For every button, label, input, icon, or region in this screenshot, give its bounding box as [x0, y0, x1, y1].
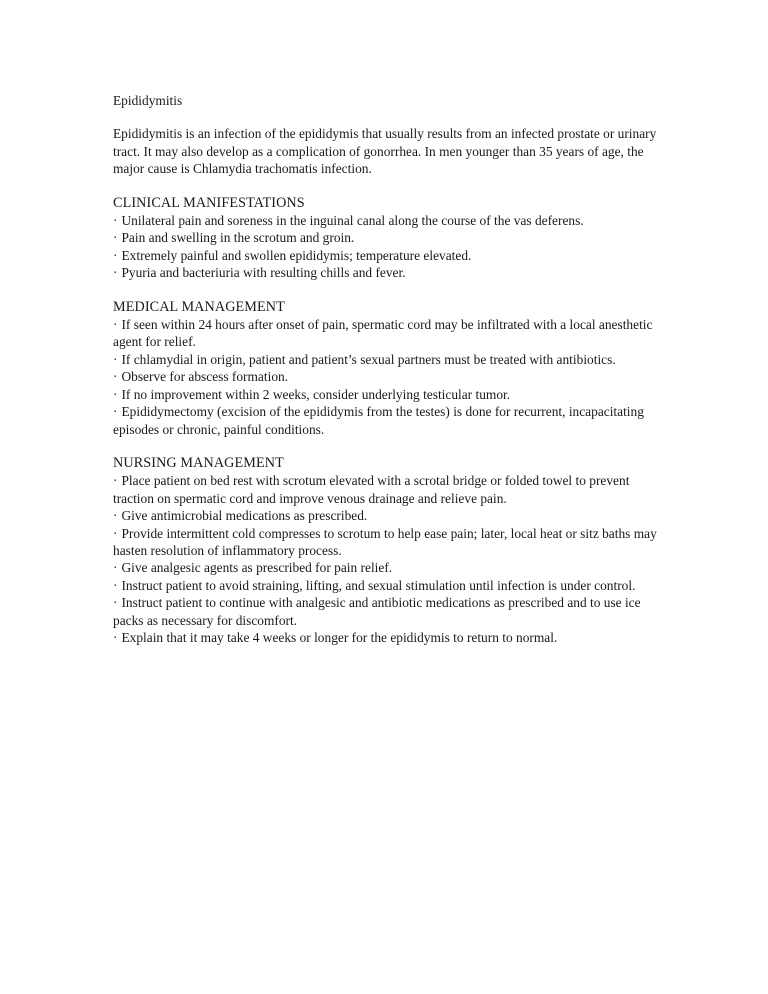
bullet-mark: ·	[113, 386, 118, 402]
bullet-mark: ·	[113, 560, 118, 576]
list-item-text: Pain and swelling in the scrotum and groin.	[121, 230, 355, 246]
list-item-text: Pyuria and bacteriuria with resulting chills and fever.	[121, 265, 406, 281]
list-item	[113, 212, 668, 229]
bullet-mark: ·	[113, 577, 118, 593]
list-item	[113, 264, 668, 281]
list-item	[113, 577, 668, 594]
section-clinical-manifestations	[113, 195, 668, 282]
list-item	[113, 386, 668, 403]
bullet-mark: ·	[113, 247, 118, 263]
bullet-mark: ·	[113, 230, 118, 246]
bullet-mark: ·	[113, 265, 118, 281]
list-item-text: Epididymectomy (excision of the epididymis from the testes) is done for recurrent, incapacitating episodes or chronic, painful conditions.	[113, 404, 644, 437]
list-item	[113, 316, 668, 351]
bullet-mark: ·	[113, 317, 118, 333]
bullet-list	[113, 316, 668, 438]
list-item	[113, 351, 668, 368]
list-item-text: Provide intermittent cold compresses to scrotum to help ease pain; later, local heat or sitz baths may hasten resolution of inflammatory process.	[113, 525, 657, 558]
list-item-text: Extremely painful and swollen epididymis; temperature elevated.	[121, 247, 472, 263]
list-item-text: If chlamydial in origin, patient and patient’s sexual partners must be treated with antibiotics.	[121, 351, 616, 367]
list-item	[113, 525, 668, 560]
list-item	[113, 472, 668, 507]
list-item	[113, 629, 668, 646]
list-item	[113, 247, 668, 264]
list-item-text: Observe for abscess formation.	[121, 369, 289, 385]
list-item-text: Give antimicrobial medications as prescribed.	[121, 508, 368, 524]
list-item-text: Instruct patient to continue with analgesic and antibiotic medications as prescribed and to use ice packs as necessary for discomfort.	[113, 595, 641, 628]
bullet-mark: ·	[113, 369, 118, 385]
list-item	[113, 559, 668, 576]
list-item-text: Give analgesic agents as prescribed for pain relief.	[121, 560, 393, 576]
list-item	[113, 229, 668, 246]
list-item-text: Unilateral pain and soreness in the inguinal canal along the course of the vas deferens.	[121, 213, 584, 229]
section-heading: CLINICAL MANIFESTATIONS	[113, 194, 305, 211]
section-heading: MEDICAL MANAGEMENT	[113, 298, 285, 315]
intro-paragraph: Epididymitis is an infection of the epididymis that usually results from an infected prostate or urinary tract. It may also develop as a complication of gonorrhea. In men younger than 35 years of age, the major cause is Chlamydia trachomatis infection.	[113, 126, 657, 177]
list-item	[113, 368, 668, 385]
bullet-mark: ·	[113, 351, 118, 367]
list-item-text: If seen within 24 hours after onset of pain, spermatic cord may be infiltrated with a local anesthetic agent for relief.	[113, 317, 653, 350]
bullet-mark: ·	[113, 404, 118, 420]
list-item	[113, 594, 668, 629]
list-item-text: Explain that it may take 4 weeks or longer for the epididymis to return to normal.	[121, 629, 558, 645]
section-medical-management	[113, 299, 668, 438]
list-item	[113, 403, 668, 438]
list-item-text: If no improvement within 2 weeks, consider underlying testicular tumor.	[121, 386, 511, 402]
section-heading: NURSING MANAGEMENT	[113, 454, 284, 471]
bullet-mark: ·	[113, 508, 118, 524]
list-item	[113, 507, 668, 524]
bullet-mark: ·	[113, 595, 118, 611]
bullet-list	[113, 212, 668, 282]
bullet-mark: ·	[113, 629, 118, 645]
document-title: Epididymitis	[113, 93, 183, 108]
bullet-mark: ·	[113, 473, 118, 489]
section-nursing-management	[113, 455, 668, 646]
bullet-mark: ·	[113, 213, 118, 229]
bullet-mark: ·	[113, 525, 118, 541]
list-item-text: Place patient on bed rest with scrotum elevated with a scrotal bridge or folded towel to prevent traction on spermatic cord and improve venous drainage and relieve pain.	[113, 473, 630, 506]
list-item-text: Instruct patient to avoid straining, lifting, and sexual stimulation until infection is under control.	[121, 577, 636, 593]
bullet-list	[113, 472, 668, 646]
